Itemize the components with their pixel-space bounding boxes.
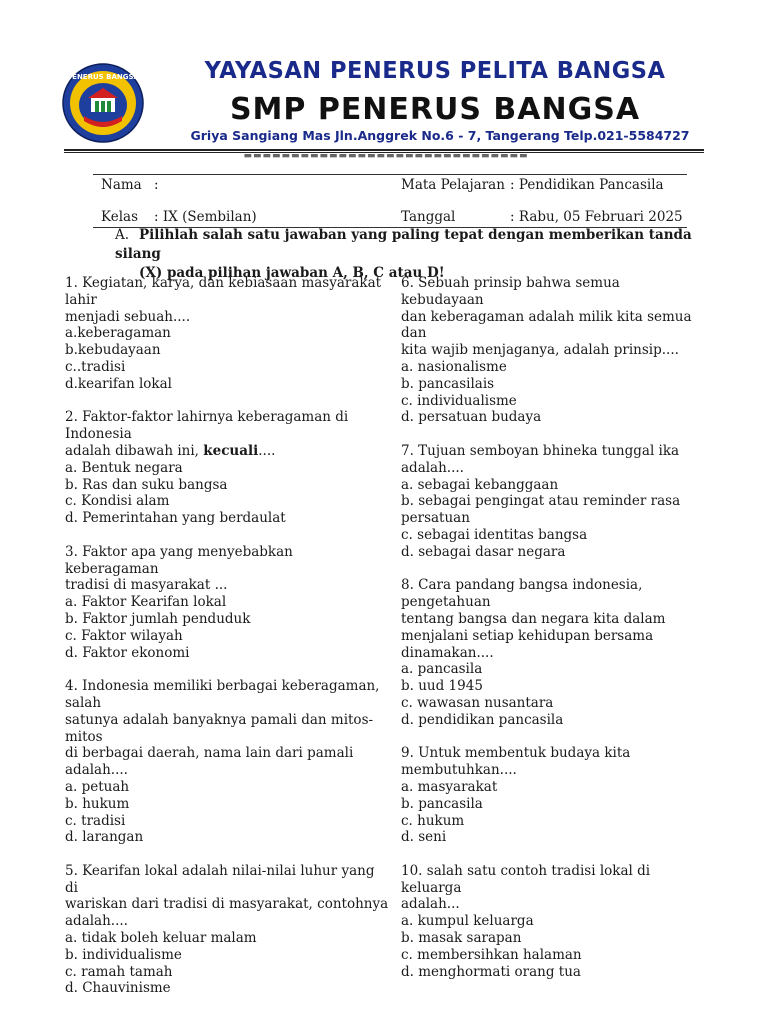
question-2 bbox=[65, 409, 390, 527]
class-label: Kelas bbox=[101, 209, 139, 225]
letterhead-divider bbox=[64, 149, 704, 151]
question-stem: 7. Tujuan semboyan bhineka tunggal ika bbox=[401, 442, 680, 459]
option-d: d. pendidikan pancasila bbox=[401, 711, 564, 728]
option-d: d. Pemerintahan yang berdaulat bbox=[65, 510, 286, 527]
option-c: c. hukum bbox=[401, 812, 465, 829]
subject-label: Mata Pelajaran bbox=[401, 177, 505, 193]
question-3 bbox=[65, 544, 390, 662]
option-d: d. Faktor ekonomi bbox=[65, 644, 190, 661]
question-7 bbox=[401, 443, 706, 561]
question-stem: 5. Kearifan lokal adalah nilai-nilai luhur yang di bbox=[65, 862, 375, 896]
questions-right-column bbox=[401, 275, 706, 997]
question-stem: 4. Indonesia memiliki berbagai keberagaman, salah bbox=[65, 678, 380, 711]
option-a: a. sebagai kebanggaan bbox=[401, 476, 559, 493]
option-c: c. ramah tamah bbox=[65, 963, 173, 980]
organization-name: YAYASAN PENERUS PELITA BANGSA bbox=[204, 58, 666, 84]
subject-value: : Pendidikan Pancasila bbox=[510, 177, 664, 193]
instruction-line-1: Pilihlah salah satu jawaban yang paling tepat dengan memberikan tanda silang bbox=[115, 227, 692, 262]
question-stem: 2. Faktor-faktor lahirnya keberagaman di Indonesia bbox=[65, 409, 349, 443]
option-a: a. nasionalisme bbox=[401, 358, 507, 375]
option-a: a. kumpul keluarga bbox=[401, 913, 534, 930]
option-b: b. uud 1945 bbox=[401, 678, 483, 695]
question-9 bbox=[401, 745, 706, 846]
school-name: SMP PENERUS BANGSA bbox=[229, 92, 641, 127]
info-top-rule bbox=[93, 174, 687, 175]
letterhead bbox=[58, 48, 710, 150]
option-b: b. Faktor jumlah penduduk bbox=[65, 610, 251, 627]
option-a: a. tidak boleh keluar malam bbox=[65, 930, 257, 947]
option-c: c. Faktor wilayah bbox=[65, 627, 183, 644]
option-c: c. individualisme bbox=[401, 392, 517, 409]
option-b: b.kebudayaan bbox=[65, 342, 161, 359]
option-a: a. Bentuk negara bbox=[65, 459, 183, 476]
question-stem: wariskan dari tradisi di masyarakat, contohnya bbox=[65, 896, 389, 913]
option-c: c. tradisi bbox=[65, 812, 126, 829]
logo-text: PENERUS BANGSA bbox=[67, 73, 139, 81]
option-a: a. Faktor Kearifan lokal bbox=[65, 594, 227, 611]
instruction-line-2: (X) pada pilihan jawaban A, B, C atau D! bbox=[139, 265, 445, 281]
school-address: Griya Sangiang Mas Jln.Anggrek No.6 - 7, Tangerang Telp.021-5584727 bbox=[190, 128, 690, 143]
question-5 bbox=[65, 863, 390, 997]
option-d: d. Chauvinisme bbox=[65, 980, 171, 997]
stem-text: adalah dibawah ini, bbox=[65, 442, 204, 459]
date-value: : Rabu, 05 Februari 2025 bbox=[510, 209, 683, 225]
option-c: c. Kondisi alam bbox=[65, 493, 170, 510]
question-stem: 8. Cara pandang bangsa indonesia, pengetahuan bbox=[401, 577, 643, 611]
option-d: d.kearifan lokal bbox=[65, 375, 172, 392]
option-a: a. pancasila bbox=[401, 661, 483, 678]
question-stem: menjadi sebuah.... bbox=[65, 308, 191, 325]
option-a: a. petuah bbox=[65, 778, 130, 795]
option-b-continued: persatuan bbox=[401, 510, 470, 527]
option-d: d. menghormati orang tua bbox=[401, 963, 581, 980]
question-stem: menjalani setiap kehidupan bersama bbox=[401, 627, 654, 644]
option-c: c. sebagai identitas bangsa bbox=[401, 526, 588, 543]
question-stem: tradisi di masyarakat ... bbox=[65, 577, 228, 594]
option-b: b. hukum bbox=[65, 795, 130, 812]
option-a: a.keberagaman bbox=[65, 325, 171, 342]
option-d: d. persatuan budaya bbox=[401, 409, 542, 426]
option-b: b. sebagai pengingat atau reminder rasa bbox=[401, 493, 681, 510]
option-d: d. larangan bbox=[65, 829, 144, 846]
option-b: b. pancasilais bbox=[401, 375, 495, 392]
option-b: b. Ras dan suku bangsa bbox=[65, 476, 228, 493]
option-b: b. individualisme bbox=[65, 946, 182, 963]
question-stem: adalah... bbox=[401, 896, 460, 913]
question-8 bbox=[401, 577, 706, 728]
option-d: d. seni bbox=[401, 829, 447, 846]
date-label: Tanggal bbox=[401, 209, 456, 225]
question-stem: 3. Faktor apa yang menyebabkan keberagaman bbox=[65, 543, 293, 577]
question-6 bbox=[401, 275, 706, 426]
stem-keyword: kecuali bbox=[203, 442, 259, 459]
question-stem: membutuhkan.... bbox=[401, 762, 517, 779]
question-stem: adalah.... bbox=[65, 913, 128, 930]
name-label: Nama bbox=[101, 177, 142, 193]
option-b: b. masak sarapan bbox=[401, 930, 522, 947]
option-d: d. sebagai dasar negara bbox=[401, 543, 566, 560]
question-stem: satunya adalah banyaknya pamali dan mitos-mitos bbox=[65, 711, 374, 745]
question-stem: kita wajib menjaganya, adalah prinsip.... bbox=[401, 342, 679, 359]
question-10 bbox=[401, 863, 706, 981]
question-stem: dan keberagaman adalah milik kita semua dan bbox=[401, 308, 692, 342]
question-stem bbox=[65, 443, 390, 460]
question-stem: 9. Untuk membentuk budaya kita bbox=[401, 745, 631, 762]
question-stem: tentang bangsa dan negara kita dalam bbox=[401, 610, 666, 627]
section-letter: A. bbox=[115, 227, 130, 243]
question-stem: 6. Sebuah prinsip bahwa semua kebudayaan bbox=[401, 275, 620, 308]
question-stem: di berbagai daerah, nama lain dari pamali adalah.... bbox=[65, 745, 354, 779]
stem-ellipsis: .... bbox=[258, 442, 276, 459]
question-1 bbox=[65, 275, 390, 393]
option-c: c. wawasan nusantara bbox=[401, 694, 554, 711]
option-b: b. pancasila bbox=[401, 795, 483, 812]
question-stem: 1. Kegiatan, karya, dan kebiasaan masyarakat lahir bbox=[65, 275, 382, 308]
questions-left-column bbox=[65, 275, 390, 1014]
faded-header-text: ▬▬▬▬▬▬▬▬▬▬▬▬▬▬▬▬▬▬▬▬▬▬▬▬▬▬▬▬▬▬ bbox=[243, 153, 529, 161]
option-c: c. membersihkan halaman bbox=[401, 946, 582, 963]
question-stem: dinamakan.... bbox=[401, 644, 494, 661]
question-4 bbox=[65, 678, 390, 846]
question-stem: adalah.... bbox=[401, 459, 464, 476]
name-separator: : bbox=[154, 177, 159, 193]
question-stem: 10. salah satu contoh tradisi lokal di keluarga bbox=[401, 862, 651, 896]
school-logo-emblem bbox=[62, 62, 144, 144]
option-c: c..tradisi bbox=[65, 358, 126, 375]
option-a: a. masyarakat bbox=[401, 778, 498, 795]
class-value: : IX (Sembilan) bbox=[154, 209, 257, 225]
